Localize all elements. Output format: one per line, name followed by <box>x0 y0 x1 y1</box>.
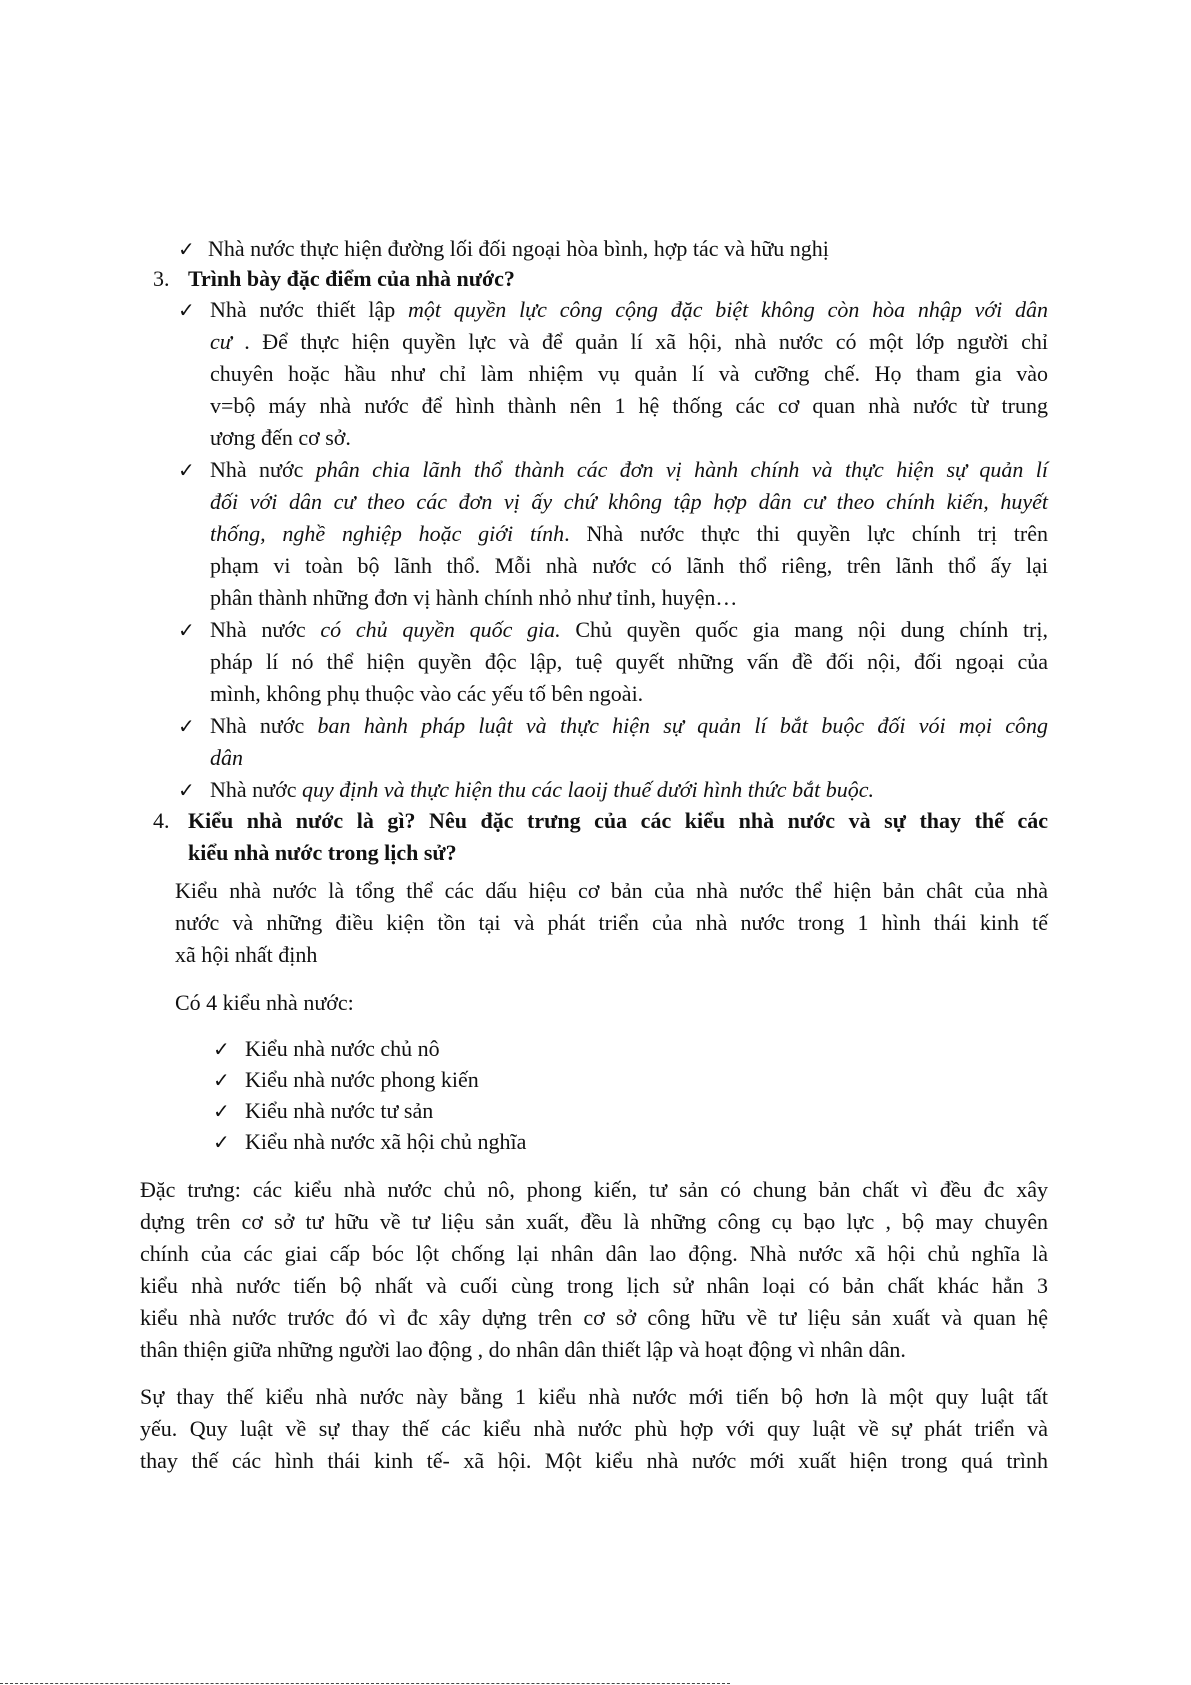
question-number: 3. <box>153 266 170 291</box>
bullet-text: Nhà nước thực hiện đường lối đối ngoại hòa bình, hợp tác và hữu nghị <box>208 236 829 261</box>
list-item: Kiểu nhà nước tư sản <box>245 1098 434 1123</box>
paragraph-line: Có 4 kiểu nhà nước: <box>175 990 354 1015</box>
paragraph-line: Nhà nước ban hành pháp luật và thực hiện sự quản lí bắt buộc đối vói mọi công <box>210 713 1048 738</box>
list-item: Kiểu nhà nước xã hội chủ nghĩa <box>245 1129 527 1154</box>
check-icon: ✓ <box>178 618 195 642</box>
check-icon: ✓ <box>178 714 195 738</box>
check-icon: ✓ <box>213 1037 230 1061</box>
check-icon: ✓ <box>213 1068 230 1092</box>
paragraph-line: Sự thay thế kiểu nhà nước này bằng 1 kiểu nhà nước mới tiến bộ hơn là một quy luật tất <box>140 1384 1048 1409</box>
paragraph-line: Nhà nước thiết lập một quyền lực công cộng đặc biệt không còn hòa nhập với dân <box>210 297 1049 322</box>
question-heading: Trình bày đặc điểm của nhà nước? <box>188 266 515 291</box>
check-icon: ✓ <box>213 1099 230 1123</box>
question-heading: kiểu nhà nước trong lịch sử? <box>188 840 457 865</box>
paragraph-line: mình, không phụ thuộc vào các yếu tố bên ngoài. <box>210 681 644 706</box>
check-icon: ✓ <box>213 1130 230 1154</box>
paragraph-line: đối với dân cư theo các đơn vị ấy chứ không tập hợp dân cư theo chính kiến, huyết <box>210 489 1048 514</box>
paragraph-line: cư . Để thực hiện quyền lực và để quản lí xã hội, nhà nước có một lớp người chỉ <box>210 329 1048 354</box>
paragraph-line: thay thế các hình thái kinh tế- xã hội. Một kiểu nhà nước mới xuất hiện trong quá trình <box>140 1448 1048 1473</box>
paragraph-line: pháp lí nó thể hiện quyền độc lập, tuệ quyết những vấn đề đối nội, đối ngoại của <box>210 649 1048 674</box>
paragraph-line: Kiểu nhà nước là tổng thể các dấu hiệu cơ bản của nhà nước thể hiện bản chât của nhà <box>175 878 1048 903</box>
paragraph-line: kiểu nhà nước trước đó vì đc xây dựng trên cơ sở công hữu về tư liệu sản xuất và quan hệ <box>140 1305 1048 1330</box>
paragraph-line: phân thành những đơn vị hành chính nhỏ như tỉnh, huyện… <box>210 585 738 610</box>
paragraph-line: Đặc trưng: các kiểu nhà nước chủ nô, phong kiến, tư sản có chung bản chất vì đều đc xây <box>140 1177 1048 1202</box>
paragraph-line: Nhà nước có chủ quyền quốc gia. Chủ quyền quốc gia mang nội dung chính trị, <box>210 617 1049 642</box>
footer-divider <box>0 1683 730 1684</box>
paragraph-line: chuyên hoặc hầu như chỉ làm nhiệm vụ quản lí và cưỡng chế. Họ tham gia vào <box>210 361 1048 386</box>
check-icon: ✓ <box>178 237 195 261</box>
paragraph-line: thống, nghề nghiệp hoặc giới tính. Nhà nước thực thi quyền lực chính trị trên <box>210 521 1048 546</box>
paragraph-line: kiểu nhà nước tiến bộ nhất và cuối cùng trong lịch sử nhân loại có bản chất khác hẳn 3 <box>140 1273 1048 1298</box>
paragraph-line: nước và những điều kiện tồn tại và phát triển của nhà nước trong 1 hình thái kinh tế <box>175 910 1048 935</box>
list-item: Kiểu nhà nước chủ nô <box>245 1036 440 1061</box>
paragraph-line: Nhà nước phân chia lãnh thổ thành các đơn vị hành chính và thực hiện sự quản lí <box>210 457 1048 482</box>
paragraph-line: ương đến cơ sở. <box>210 425 351 450</box>
paragraph-line: phạm vi toàn bộ lãnh thổ. Mỗi nhà nước có lãnh thổ riêng, trên lãnh thổ ấy lại <box>210 553 1048 578</box>
paragraph-line: xã hội nhất định <box>175 942 318 967</box>
check-icon: ✓ <box>178 778 195 802</box>
paragraph-line: v=bộ máy nhà nước để hình thành nên 1 hệ thống các cơ quan nhà nước từ trung <box>210 393 1048 418</box>
paragraph-line: dựng trên cơ sở tư hữu về tư liệu sản xuất, đều là những công cụ bạo lực , bộ may chuyên <box>140 1209 1048 1234</box>
question-heading: Kiểu nhà nước là gì? Nêu đặc trưng của các kiểu nhà nước và sự thay thế các <box>188 808 1048 833</box>
check-icon: ✓ <box>178 298 195 322</box>
paragraph-line: Nhà nước quy định và thực hiện thu các laoij thuế dưới hình thức bắt buộc. <box>210 777 874 802</box>
check-icon: ✓ <box>178 458 195 482</box>
paragraph-line: thân thiện giữa những người lao động , do nhân dân thiết lập và hoạt động vì nhân dân. <box>140 1337 906 1362</box>
list-item: Kiểu nhà nước phong kiến <box>245 1067 479 1092</box>
paragraph-line: yếu. Quy luật về sự thay thế các kiểu nhà nước phù hợp với quy luật về sự phát triển và <box>140 1416 1048 1441</box>
paragraph-line: chính của các giai cấp bóc lột chống lại nhân dân lao động. Nhà nước xã hội chủ nghĩa là <box>140 1241 1048 1266</box>
paragraph-line: dân <box>210 745 243 770</box>
question-number: 4. <box>153 808 170 833</box>
